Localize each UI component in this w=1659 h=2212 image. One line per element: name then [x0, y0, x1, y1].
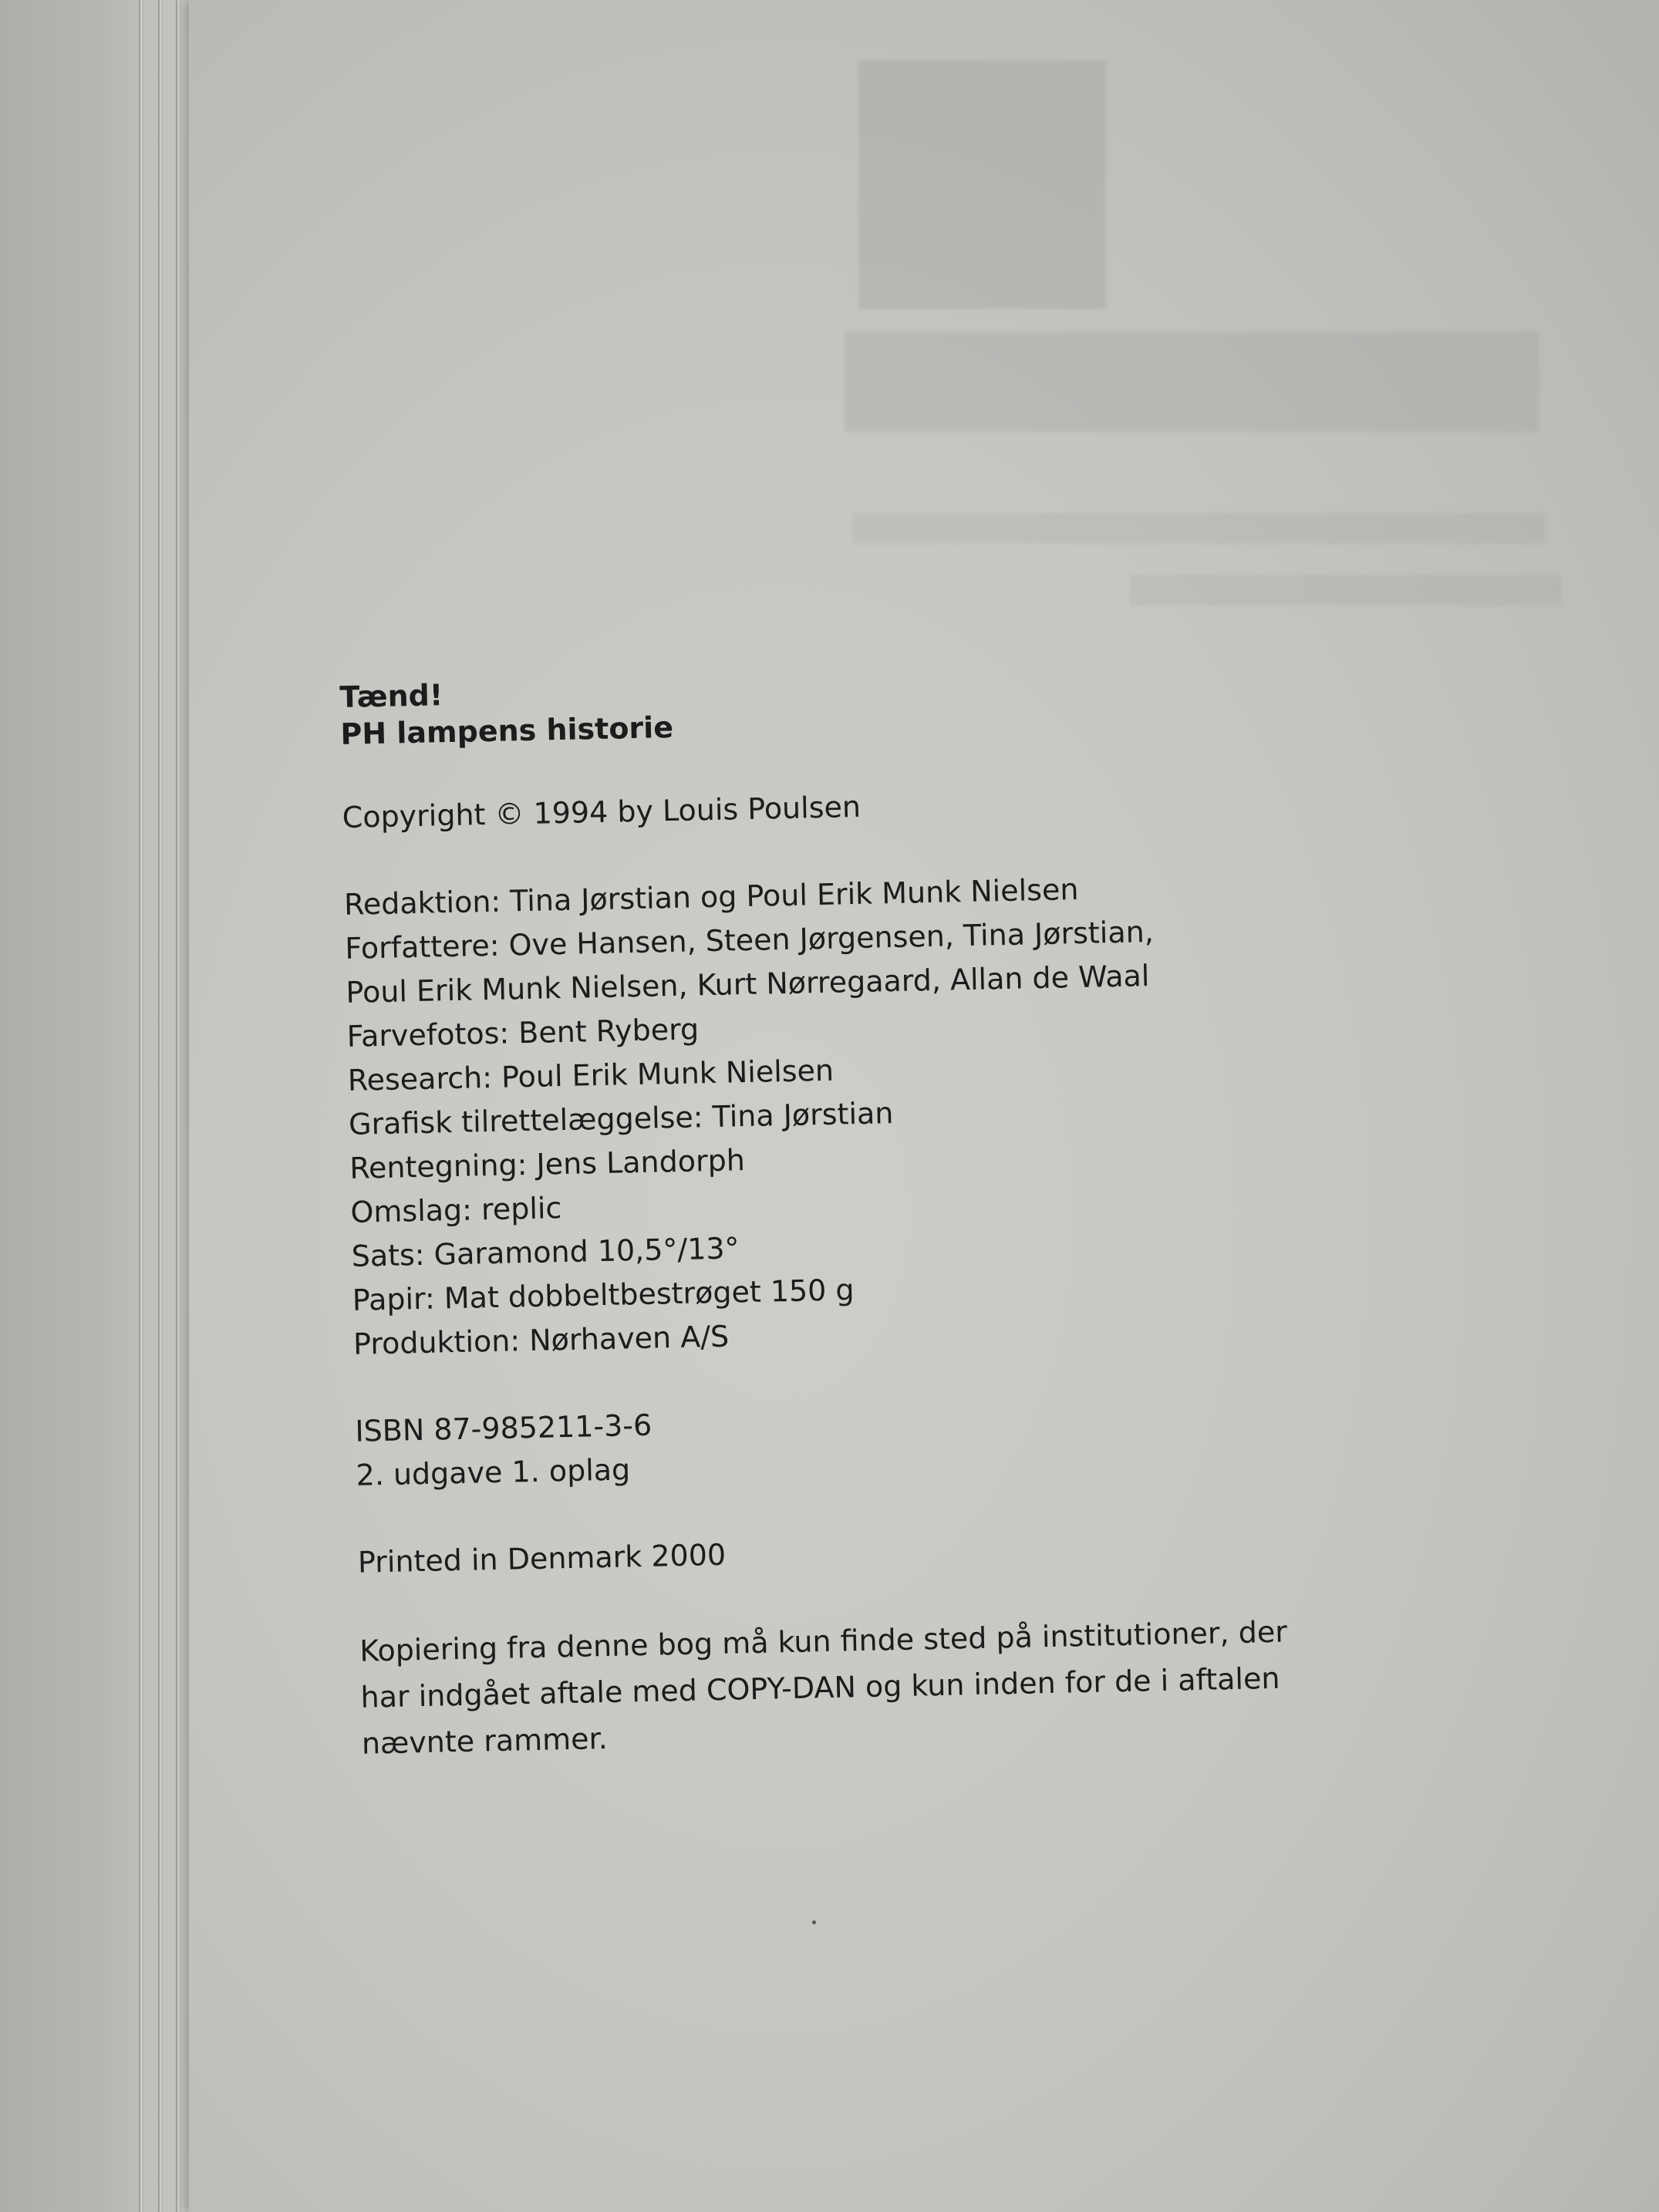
colophon	[339, 658, 1364, 1767]
book-subtitle: PH lampens historie	[340, 710, 674, 751]
credit-line: Grafisk tilrettelæggelse: Tina Jørstian	[348, 1096, 894, 1141]
printed-line: Printed in Denmark 2000	[357, 1537, 727, 1580]
copyright-line: Copyright © 1994 by Louis Poulsen	[342, 789, 862, 835]
show-through-lines	[1130, 575, 1562, 605]
page-edge	[139, 0, 143, 2212]
credit-line: Sats: Garamond 10,5°/13°	[351, 1231, 740, 1273]
book-title: Tænd!	[339, 678, 443, 714]
credit-line: Omslag: replic	[350, 1191, 562, 1229]
credits-list	[344, 862, 1357, 1367]
credit-line: Redaktion: Tina Jørstian og Poul Erik Munk Nielsen	[343, 872, 1079, 922]
copying-notice: Kopiering fra denne bog må kun finde sted på institutioner, der har indgået aftale med COPY-DAN og kun inden for de i aftalen nævnte rammer.	[359, 1614, 1288, 1761]
credit-line: Forfattere: Ove Hansen, Steen Jørgensen, Tina Jørstian,	[344, 914, 1155, 966]
credit-line: Research: Poul Erik Munk Nielsen	[347, 1053, 835, 1098]
credit-line: Rentegning: Jens Landorph	[349, 1143, 746, 1185]
edition-line: 2. udgave 1. oplag	[356, 1452, 631, 1492]
show-through-title: ■	[829, 0, 1135, 346]
page-edge	[176, 0, 180, 2212]
isbn-line: ISBN 87-985211-3-6	[354, 1408, 652, 1448]
credit-line: Papir: Mat dobbeltbestrøget 150 g	[352, 1273, 855, 1317]
credit-line: Farvefotos: Bent Ryberg	[346, 1012, 700, 1054]
show-through-lines	[852, 513, 1546, 544]
show-through-subtitle	[845, 332, 1539, 432]
credit-line: Produktion: Nørhaven A/S	[352, 1319, 730, 1361]
speck	[812, 1920, 816, 1924]
credit-line: Poul Erik Munk Nielsen, Kurt Nørregaard, Allan de Waal	[346, 959, 1150, 1010]
page-edge	[158, 0, 163, 2212]
